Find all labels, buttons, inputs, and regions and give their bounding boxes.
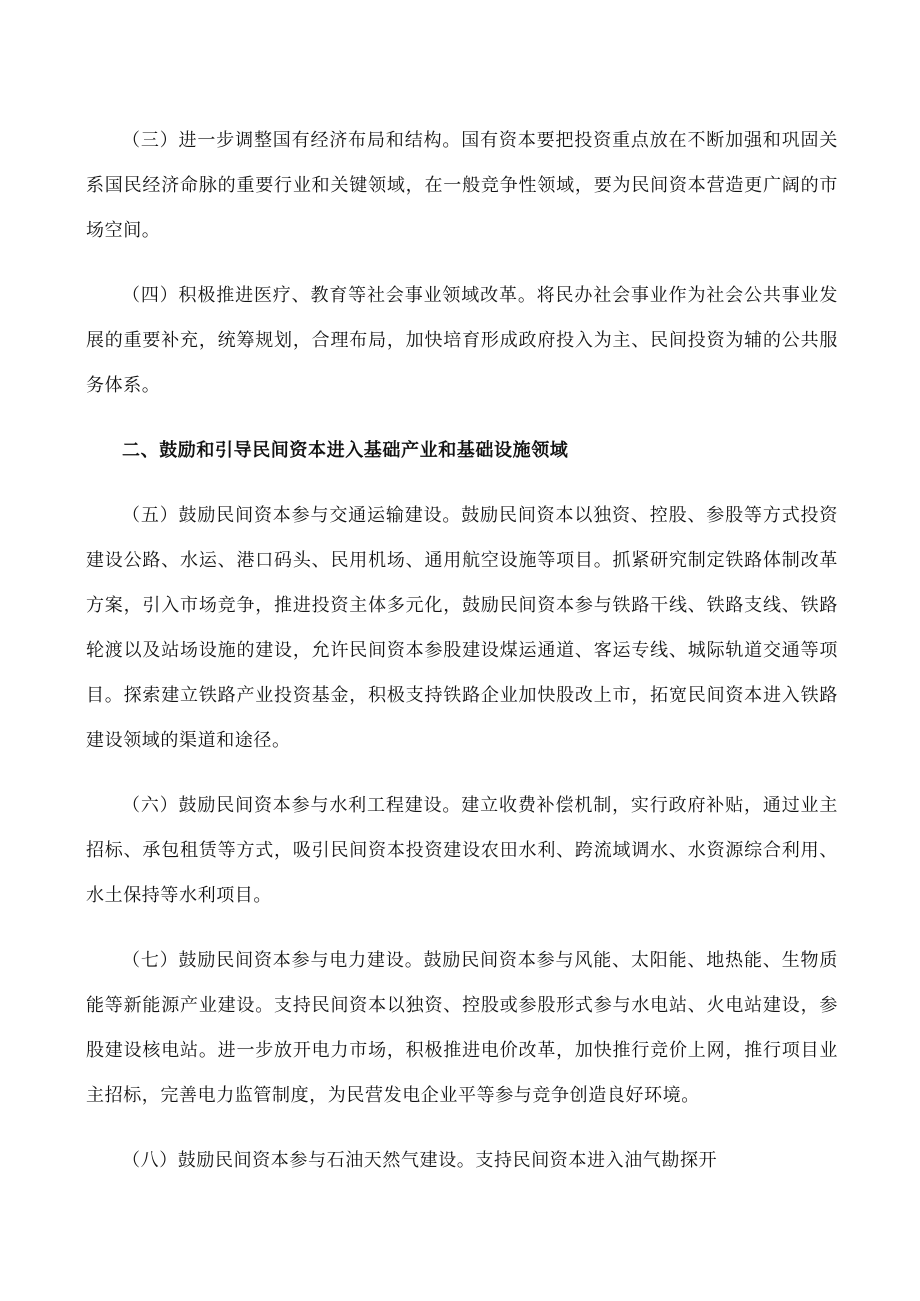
- paragraph-7: （七）鼓励民间资本参与电力建设。鼓励民间资本参与风能、太阳能、地热能、生物质能等新能源产业建设。支持民间资本以独资、控股或参股形式参与水电站、火电站建设，参股建设核电站。进一步放开电力市场，积极推进电价改革，加快推行竞价上网，推行项目业主招标，完善电力监管制度，为民营发电企业平等参与竞争创造良好环境。: [86, 950, 838, 1106]
- paragraph-6: （六）鼓励民间资本参与水利工程建设。建立收费补偿机制，实行政府补贴，通过业主招标、承包租赁等方式，吸引民间资本投资建设农田水利、跨流域调水、水资源综合利用、水土保持等水利项目。: [86, 795, 838, 906]
- section-heading: 二、鼓励和引导民间资本进入基础产业和基础设施领域: [122, 440, 569, 461]
- paragraph-3: （三）进一步调整国有经济布局和结构。国有资本要把投资重点放在不断加强和巩固关系国民经济命脉的重要行业和关键领域，在一般竞争性领域，要为民间资本营造更广阔的市场空间。: [86, 130, 838, 241]
- paragraph-5: （五）鼓励民间资本参与交通运输建设。鼓励民间资本以独资、控股、参股等方式投资建设公路、水运、港口码头、民用机场、通用航空设施等项目。抓紧研究制定铁路体制改革方案，引入市场竞争，推进投资主体多元化，鼓励民间资本参与铁路干线、铁路支线、铁路轮渡以及站场设施的建设，允许民间资本参股建设煤运通道、客运专线、城际轨道交通等项目。探索建立铁路产业投资基金，积极支持铁路企业加快股改上市，拓宽民间资本进入铁路建设领域的渠道和途径。: [86, 505, 838, 751]
- paragraph-8: （八）鼓励民间资本参与石油天然气建设。支持民间资本进入油气勘探开: [122, 1150, 718, 1171]
- paragraph-4: （四）积极推进医疗、教育等社会事业领域改革。将民办社会事业作为社会公共事业发展的重要补充，统筹规划，合理布局，加快培育形成政府投入为主、民间投资为辅的公共服务体系。: [86, 285, 838, 396]
- document-body: [86, 118, 838, 1203]
